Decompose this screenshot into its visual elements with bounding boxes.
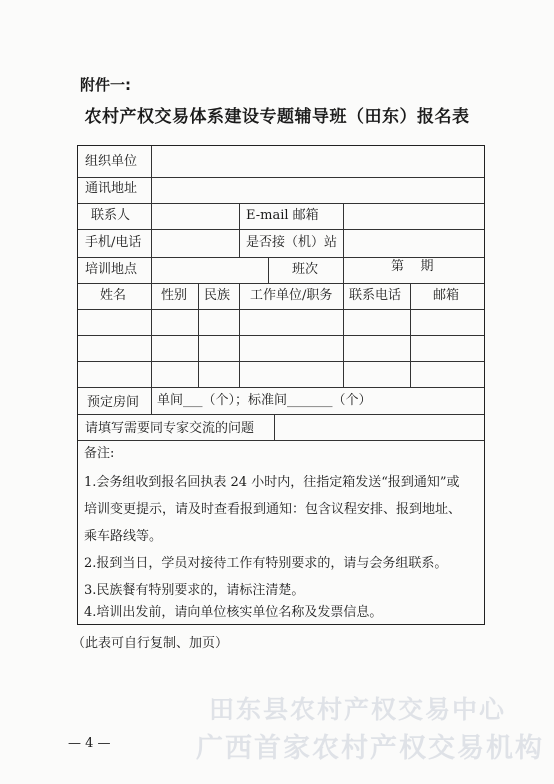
- questions-label: 请填写需要同专家交流的问题: [85, 421, 255, 436]
- watermark-line-1: 田东县农村产权交易中心: [208, 695, 506, 724]
- note-line: 1.会务组收到报名回执表 24 小时内，往指定箱发送“报到通知”或: [84, 475, 460, 490]
- column-header-phone: 联系电话: [349, 288, 402, 303]
- session-label: 班次: [292, 262, 319, 277]
- contact-label: 联系人: [91, 208, 131, 223]
- location-label: 培训地点: [85, 262, 138, 277]
- column-header-work-unit: 工作单位/职务: [250, 288, 333, 303]
- column-header-gender: 性别: [161, 288, 188, 303]
- room-value: 单间___（个）；标准间_______（个）: [157, 393, 372, 408]
- column-header-name: 姓名: [100, 288, 127, 303]
- pickup-label: 是否接（机）站: [246, 235, 338, 250]
- note-line: 培训变更提示，请及时查看报到通知：包含议程安排、报到地址、: [84, 502, 462, 517]
- watermark-line-2: 广西首家农村产权交易机构: [196, 733, 544, 764]
- room-label: 预定房间: [87, 395, 140, 410]
- note-line: 4.培训出发前，请向单位核实单位名称及发票信息。: [84, 605, 383, 620]
- note-line: 3.民族餐有特别要求的，请标注清楚。: [84, 583, 305, 598]
- column-header-ethnicity: 民族: [204, 288, 231, 303]
- note-line: 乘车路线等。: [84, 529, 163, 544]
- session-value: 第 期: [391, 259, 434, 274]
- column-header-email: 邮箱: [433, 288, 460, 303]
- copy-note: （此表可自行复制、加页）: [72, 636, 229, 651]
- phone-label: 手机/电话: [85, 235, 142, 250]
- attachment-label: 附件一:: [80, 76, 131, 94]
- note-line: 2.报到当日，学员对接待工作有特别要求的，请与会务组联系。: [84, 556, 448, 571]
- notes-heading: 备注:: [84, 446, 115, 461]
- address-label: 通讯地址: [85, 181, 138, 196]
- registration-form-table: [77, 145, 485, 625]
- org-unit-label: 组织单位: [85, 154, 138, 169]
- email-label: E-mail 邮箱: [246, 208, 319, 223]
- form-title: 农村产权交易体系建设专题辅导班（田东）报名表: [84, 107, 470, 127]
- page-number: — 4 —: [68, 736, 111, 751]
